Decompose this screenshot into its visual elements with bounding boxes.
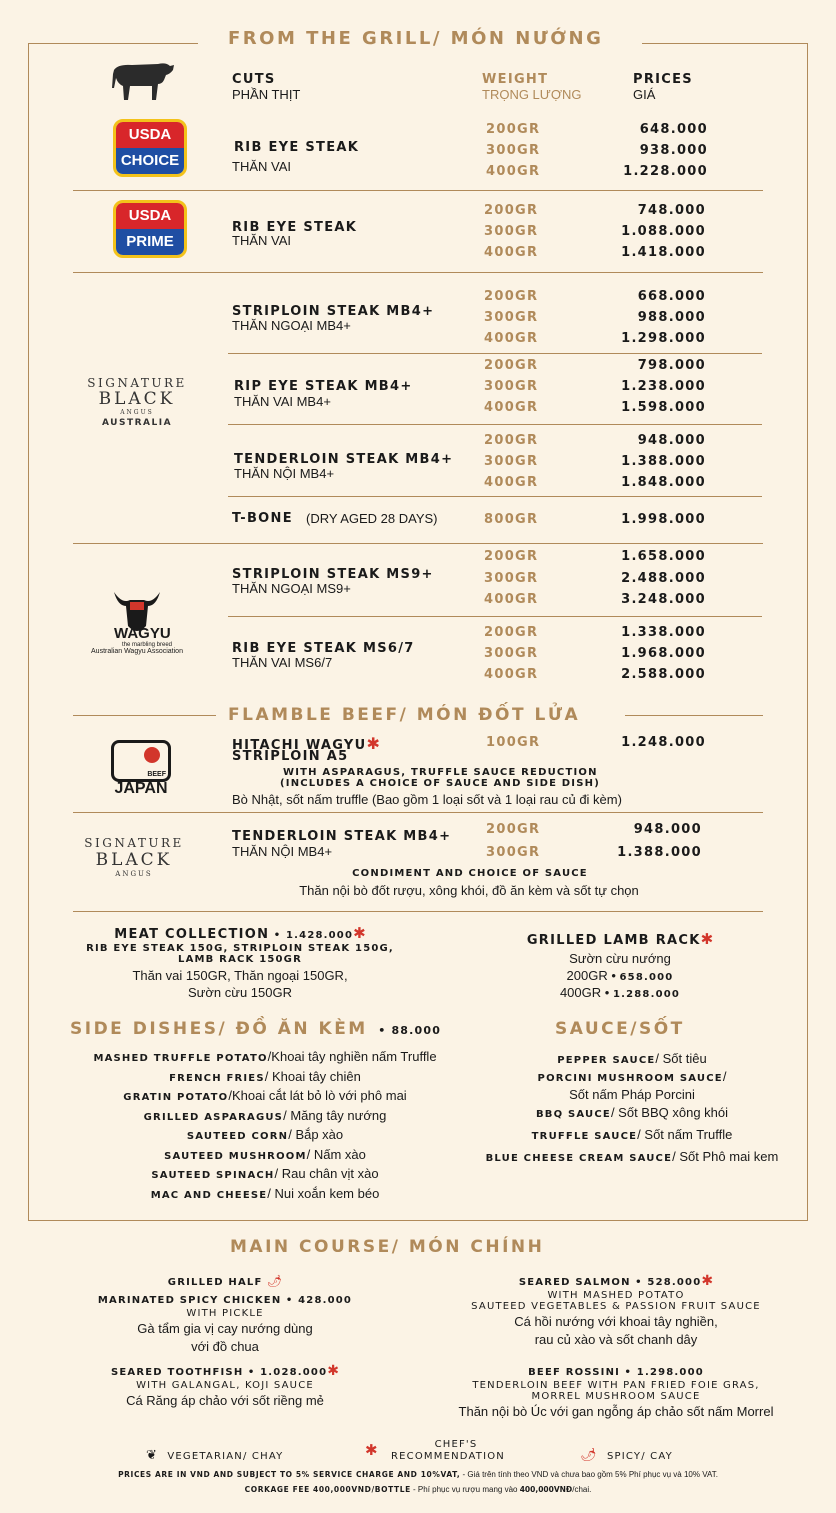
side-vn: Rau chân vịt xào <box>281 1166 379 1181</box>
usda-choice-badge <box>113 119 187 177</box>
lamb-row2-price: 1.288.000 <box>612 989 681 1000</box>
chili-icon: 🌶 <box>580 1447 597 1462</box>
divider <box>228 353 762 354</box>
divider <box>73 812 763 813</box>
list-item: SAUTEED CORN/ Bắp xào <box>186 1127 344 1142</box>
price: 1.968.000 <box>621 646 706 661</box>
list-item: MASHED TRUFFLE POTATO/Khoai tây nghiền nấm Truffle <box>93 1049 437 1064</box>
price: 2.488.000 <box>621 571 706 586</box>
weight: 200GR <box>484 203 539 218</box>
price: 948.000 <box>633 822 702 837</box>
side-vn: Nui xoắn kem béo <box>274 1185 380 1201</box>
item-name: RIB EYE STEAK <box>232 220 358 235</box>
wagyu-logo <box>84 586 190 655</box>
side-en: SAUTEED CORN <box>186 1131 289 1142</box>
salmon-line3: SAUTEED VEGETABLES & PASSION FRUIT SAUCE <box>471 1301 761 1312</box>
weight: 200GR <box>484 289 539 304</box>
usda-label: USDA <box>116 122 184 148</box>
side-dishes-heading: SIDE DISHES/ ĐỒ ĂN KÈM <box>70 1019 368 1039</box>
price: 1.388.000 <box>617 845 702 860</box>
sauce-en: PEPPER SAUCE <box>557 1055 656 1066</box>
footer-line2-rest: - Phí phục vụ rượu mang vào <box>410 1485 520 1494</box>
signature-black-logo <box>82 376 192 428</box>
list-item: BBQ SAUCE/ Sốt BBQ xông khói <box>535 1105 729 1120</box>
lamb-title: GRILLED LAMB RACK <box>526 933 701 948</box>
list-item: MAC AND CHEESE/ Nui xoắn kem béo <box>150 1185 380 1201</box>
japan-beef-logo <box>108 740 174 798</box>
item-name-vn: THĂN NGOẠI MB4+ <box>232 318 351 333</box>
weight: 200GR <box>484 358 539 373</box>
weight: 100GR <box>486 735 541 750</box>
frame-right <box>807 43 808 1221</box>
chili-icon: 🌶 <box>266 1274 283 1288</box>
signature-black-logo <box>74 836 194 878</box>
main-toothfish <box>60 1362 390 1408</box>
weight: 200GR <box>484 625 539 640</box>
list-item: FRENCH FRIES/ Khoai tây chiên <box>169 1068 361 1084</box>
meat-collection-title: MEAT COLLECTION <box>114 927 270 942</box>
side-en: GRATIN POTATO <box>123 1092 229 1103</box>
chicken-vn2: với đồ chua <box>191 1339 259 1354</box>
side-en: GRILLED ASPARAGUS <box>143 1111 284 1123</box>
legend-vegetarian <box>146 1446 283 1464</box>
item-name: TENDERLOIN STEAK MB4+ <box>234 452 454 467</box>
weight: 400GR <box>484 667 539 682</box>
price: 1.388.000 <box>621 454 706 469</box>
weight: 400GR <box>484 400 539 415</box>
item-name: T-BONE <box>232 511 293 526</box>
divider <box>228 496 762 497</box>
meat-collection-price: • 1.428.000 <box>273 930 354 941</box>
toothfish-line2: WITH GALANGAL, KOJI SAUCE <box>136 1380 314 1391</box>
item-name: STRIPLOIN STEAK MS9+ <box>232 567 434 582</box>
price: 748.000 <box>637 203 706 218</box>
sauce-en: TRUFFLE SAUCE <box>531 1131 638 1142</box>
wagyu-tagline: the marbling breed <box>121 642 173 648</box>
col-cuts: CUTS <box>232 72 276 87</box>
weight: 200GR <box>486 122 541 137</box>
weight: 300GR <box>484 571 539 586</box>
side-vn: Khoai tây nghiền nấm Truffle <box>271 1049 437 1064</box>
item-name: RIP EYE STEAK MB4+ <box>234 379 413 394</box>
rossini-price: • 1.298.000 <box>624 1367 704 1378</box>
divider <box>73 911 763 912</box>
signature-text: SIGNATURE <box>84 836 184 850</box>
flamble-item1-name-line1: HITACHI WAGYU <box>232 738 367 753</box>
price: 1.228.000 <box>623 164 708 179</box>
divider <box>73 190 763 191</box>
toothfish-price: • 1.028.000 <box>247 1367 328 1378</box>
usda-prime-label: PRIME <box>116 229 184 255</box>
list-item: SAUTEED SPINACH/ Rau chân vịt xào <box>151 1166 379 1181</box>
sauce-vn: Sốt Phô mai kem <box>679 1149 779 1164</box>
col-prices: PRICES <box>633 72 693 87</box>
angus-text: ANGUS <box>115 870 153 878</box>
flamble-item1-desc2: (INCLUDES A CHOICE OF SAUCE AND SIDE DISH) <box>280 778 600 789</box>
lamb-rack <box>500 930 740 1000</box>
col-weight: WEIGHT <box>482 72 549 87</box>
price: 988.000 <box>637 310 706 325</box>
sauce-en: PORCINI MUSHROOM SAUCE <box>537 1073 723 1084</box>
weight: 300GR <box>484 454 539 469</box>
item-name-vn: THĂN VAI <box>232 159 291 174</box>
footer-line2-bold: CORKAGE FEE 400,000VND/BOTTLE <box>244 1485 411 1494</box>
list-item: TRUFFLE SAUCE/ Sốt nấm Truffle <box>531 1127 733 1142</box>
salmon-vn2: rau củ xào và sốt chanh dây <box>534 1332 698 1347</box>
col-prices-vn: GIÁ <box>633 87 656 102</box>
flamble-heading: FLAMBLE BEEF/ MÓN ĐỐT LỬA <box>228 705 581 725</box>
side-vn: Khoai tây chiên <box>271 1068 361 1084</box>
chicken-line1: GRILLED HALF <box>167 1277 263 1288</box>
frame-bottom <box>28 1220 808 1221</box>
price: 1.418.000 <box>621 245 706 260</box>
weight: 200GR <box>486 822 541 837</box>
legend-spicy-label: SPICY/ CAY <box>606 1451 673 1462</box>
side-dishes-list <box>40 1049 490 1205</box>
item-name: RIB EYE STEAK <box>234 140 360 155</box>
footer-line1 <box>0 1470 836 1479</box>
side-en: SAUTEED MUSHROOM <box>164 1150 307 1162</box>
chicken-vn1: Gà tẩm gia vị cay nướng dùng <box>137 1321 313 1336</box>
salmon-line1: SEARED SALMON <box>518 1277 631 1288</box>
footer-line2 <box>0 1485 836 1494</box>
divider <box>73 543 763 544</box>
chicken-price: • 428.000 <box>285 1295 353 1306</box>
item-note: (DRY AGED 28 DAYS) <box>306 511 438 526</box>
side-en: MASHED TRUFFLE POTATO <box>93 1053 268 1064</box>
col-weight-vn: TRỌNG LƯỢNG <box>482 87 582 102</box>
item-name-vn: THĂN NGOẠI MS9+ <box>232 581 351 596</box>
sauce-vn: Sốt nấm Pháp Porcini <box>569 1087 695 1102</box>
flamble-item2-desc: CONDIMENT AND CHOICE OF SAUCE <box>352 868 588 879</box>
flamble-item2-vn2: Thăn nội bò đốt rượu, xông khói, đồ ăn kèm và sốt tự chọn <box>299 883 639 898</box>
weight: 300GR <box>484 379 539 394</box>
meat-collection-desc1: RIB EYE STEAK 150G, STRIPLOIN STEAK 150G, <box>86 943 394 954</box>
list-item: GRATIN POTATO/Khoai cắt lát bỏ lò với phô mai <box>123 1088 407 1103</box>
rossini-line2: TENDERLOIN BEEF WITH PAN FRIED FOIE GRAS, <box>472 1380 760 1391</box>
weight: 400GR <box>484 592 539 607</box>
item-name: STRIPLOIN STEAK MB4+ <box>232 304 435 319</box>
salmon-price: • 528.000 <box>635 1277 702 1288</box>
side-vn: Bắp xào <box>295 1127 344 1142</box>
chicken-line3: WITH PICKLE <box>186 1308 264 1319</box>
wagyu-association: Australian Wagyu Association <box>91 648 183 655</box>
main-chicken <box>60 1272 390 1354</box>
black-text: BLACK <box>95 850 173 870</box>
sauce-vn: Sốt nấm Truffle <box>644 1127 733 1142</box>
flamble-rule-right <box>625 715 763 716</box>
legend-vegetarian-label: VEGETARIAN/ CHAY <box>167 1451 284 1462</box>
list-item: PEPPER SAUCE/ Sốt tiêu <box>557 1051 707 1066</box>
side-dishes-price: • 88.000 <box>378 1024 442 1037</box>
price: 1.598.000 <box>621 400 706 415</box>
item-name-vn: THĂN VAI MB4+ <box>234 394 331 409</box>
weight: 300GR <box>484 310 539 325</box>
rossini-line1: BEEF ROSSINI <box>528 1367 621 1378</box>
weight: 400GR <box>484 475 539 490</box>
list-item: BLUE CHEESE CREAM SAUCE/ Sốt Phô mai kem <box>485 1149 779 1164</box>
side-vn: Măng tây nướng <box>290 1107 387 1123</box>
flamble-item1-vn: Bò Nhật, sốt nấm truffle (Bao gồm 1 loại sốt và 1 loại rau củ đi kèm) <box>232 792 622 807</box>
side-dishes-header <box>70 1019 441 1039</box>
sauce-en: BBQ SAUCE <box>535 1109 611 1120</box>
price: 948.000 <box>637 433 706 448</box>
price: 938.000 <box>639 143 708 158</box>
angus-text: ANGUS <box>120 409 154 416</box>
lamb-row1-price: 658.000 <box>619 972 674 983</box>
price: 1.088.000 <box>621 224 706 239</box>
main-salmon <box>420 1272 812 1347</box>
salmon-vn1: Cá hồi nướng với khoai tây nghiền, <box>514 1314 718 1329</box>
flamble-item2-name: TENDERLOIN STEAK MB4+ <box>232 829 452 844</box>
footer-line1-bold: PRICES ARE IN VND AND SUBJECT TO 5% SERVICE CHARGE AND 10%VAT, <box>118 1470 461 1479</box>
meat-collection-vn2: Sườn cừu 150GR <box>188 985 292 1000</box>
list-item: GRILLED ASPARAGUS/ Măng tây nướng <box>143 1107 387 1123</box>
price: 1.298.000 <box>621 331 706 346</box>
weight: 200GR <box>484 433 539 448</box>
weight: 800GR <box>484 512 539 527</box>
weight: 300GR <box>484 224 539 239</box>
footer-line1-rest: - Giá trên tính theo VND và chưa bao gồm 5% Phí phục vụ và 10% VAT. <box>460 1470 718 1479</box>
rossini-vn: Thăn nội bò Úc với gan ngỗng áp chảo sốt nấm Morrel <box>458 1404 774 1419</box>
legend-chef-line2: RECOMMENDATION <box>391 1451 505 1462</box>
usda-choice-label: CHOICE <box>116 148 184 174</box>
item-name-vn: THĂN VAI <box>232 233 291 248</box>
asterisk-icon: ✱ <box>700 931 714 948</box>
flamble-item2-vn: THĂN NỘI MB4+ <box>232 844 333 859</box>
footer-line2-bold2: 400,000VNĐ <box>519 1485 573 1494</box>
price: 1.338.000 <box>621 625 706 640</box>
weight: 300GR <box>486 143 541 158</box>
salmon-line2: WITH MASHED POTATO <box>547 1290 685 1301</box>
divider <box>228 616 762 617</box>
col-cuts-vn: PHẦN THỊT <box>232 87 301 102</box>
price: 798.000 <box>637 358 706 373</box>
weight: 300GR <box>486 845 541 860</box>
divider <box>73 272 763 273</box>
australia-text: AUSTRALIA <box>101 418 173 428</box>
sauce-vn: Sốt BBQ xông khói <box>618 1105 729 1120</box>
cow-icon <box>106 56 178 107</box>
weight: 200GR <box>484 549 539 564</box>
rossini-line3: MORREL MUSHROOM SAUCE <box>531 1391 701 1402</box>
lamb-row1-weight: 200GR • <box>566 968 616 983</box>
frame-top-left <box>28 43 198 44</box>
signature-text: SIGNATURE <box>87 376 187 390</box>
main-rossini <box>420 1362 812 1419</box>
lamb-row2-weight: 400GR • <box>559 985 610 1000</box>
sauce-vn: Sốt tiêu <box>662 1051 707 1066</box>
flamble-rule-left <box>73 715 216 716</box>
lamb-row1 <box>500 968 740 983</box>
list-item-cont <box>452 1087 812 1105</box>
sauce-heading: SAUCE/SỐT <box>555 1019 685 1039</box>
sauce-en: BLUE CHEESE CREAM SAUCE <box>485 1153 673 1164</box>
price: 2.588.000 <box>621 667 706 682</box>
toothfish-line1: SEARED TOOTHFISH <box>110 1367 244 1378</box>
price: 3.248.000 <box>621 592 706 607</box>
item-name-vn: THĂN NỘI MB4+ <box>234 466 335 481</box>
flamble-item1-desc1: WITH ASPARAGUS, TRUFFLE SAUCE REDUCTION <box>283 767 598 778</box>
list-item: SAUTEED MUSHROOM/ Nấm xào <box>164 1146 366 1162</box>
price: 668.000 <box>637 289 706 304</box>
asterisk-icon: ✱ <box>365 1442 378 1459</box>
leaf-icon: ❦ <box>146 1447 157 1462</box>
price: 1.998.000 <box>621 512 706 527</box>
item-name-vn: THĂN VAI MS6/7 <box>232 655 333 670</box>
price: 648.000 <box>639 122 708 137</box>
asterisk-icon: ✱ <box>353 925 366 942</box>
rising-sun-icon <box>144 747 160 763</box>
frame-top-right <box>642 43 808 44</box>
meat-collection <box>70 924 410 1000</box>
japan-label: JAPAN <box>114 780 168 797</box>
chicken-line2: MARINATED SPICY CHICKEN <box>97 1295 282 1306</box>
side-en: MAC AND CHEESE <box>150 1189 268 1201</box>
lamb-row2 <box>500 985 740 1000</box>
footer-line2-end: /chai. <box>572 1485 592 1494</box>
toothfish-vn: Cá Răng áp chảo với sốt riềng mẻ <box>126 1393 324 1408</box>
sauce-list <box>452 1051 812 1169</box>
price: 1.658.000 <box>621 549 706 564</box>
side-vn: Khoai cắt lát bỏ lò với phô mai <box>231 1088 407 1103</box>
divider <box>228 424 762 425</box>
meat-collection-desc2: LAMB RACK 150GR <box>178 954 302 965</box>
side-vn: Nấm xào <box>313 1146 366 1162</box>
asterisk-icon: ✱ <box>327 1362 339 1378</box>
price: 1.848.000 <box>621 475 706 490</box>
beef-label: BEEF <box>147 771 166 778</box>
item-name: RIB EYE STEAK MS6/7 <box>232 641 415 656</box>
grill-heading: FROM THE GRILL/ MÓN NƯỚNG <box>228 28 604 49</box>
flamble-item1-name-line2: STRIPLOIN A5 <box>232 749 349 764</box>
lamb-vn: Sườn cừu nướng <box>569 951 671 966</box>
legend-chef-line1: CHEF'S <box>434 1439 478 1450</box>
side-en: FRENCH FRIES <box>169 1072 265 1084</box>
main-course-heading: MAIN COURSE/ MÓN CHÍNH <box>230 1237 545 1257</box>
legend-spicy <box>580 1446 673 1464</box>
list-item: PORCINI MUSHROOM SAUCE/ <box>537 1069 727 1084</box>
usda-label: USDA <box>116 203 184 229</box>
weight: 400GR <box>484 245 539 260</box>
asterisk-icon: ✱ <box>701 1272 714 1288</box>
black-text: BLACK <box>98 389 176 409</box>
usda-prime-badge <box>113 200 187 258</box>
meat-collection-vn1: Thăn vai 150GR, Thăn ngoại 150GR, <box>132 968 348 983</box>
asterisk-icon: ✱ <box>366 734 382 753</box>
price: 1.238.000 <box>621 379 706 394</box>
frame-left <box>28 43 29 1221</box>
price: 1.248.000 <box>621 735 706 750</box>
weight: 400GR <box>486 164 541 179</box>
weight: 400GR <box>484 331 539 346</box>
side-en: SAUTEED SPINACH <box>151 1170 275 1181</box>
weight: 300GR <box>484 646 539 661</box>
wagyu-name: WAGYU <box>114 625 171 642</box>
